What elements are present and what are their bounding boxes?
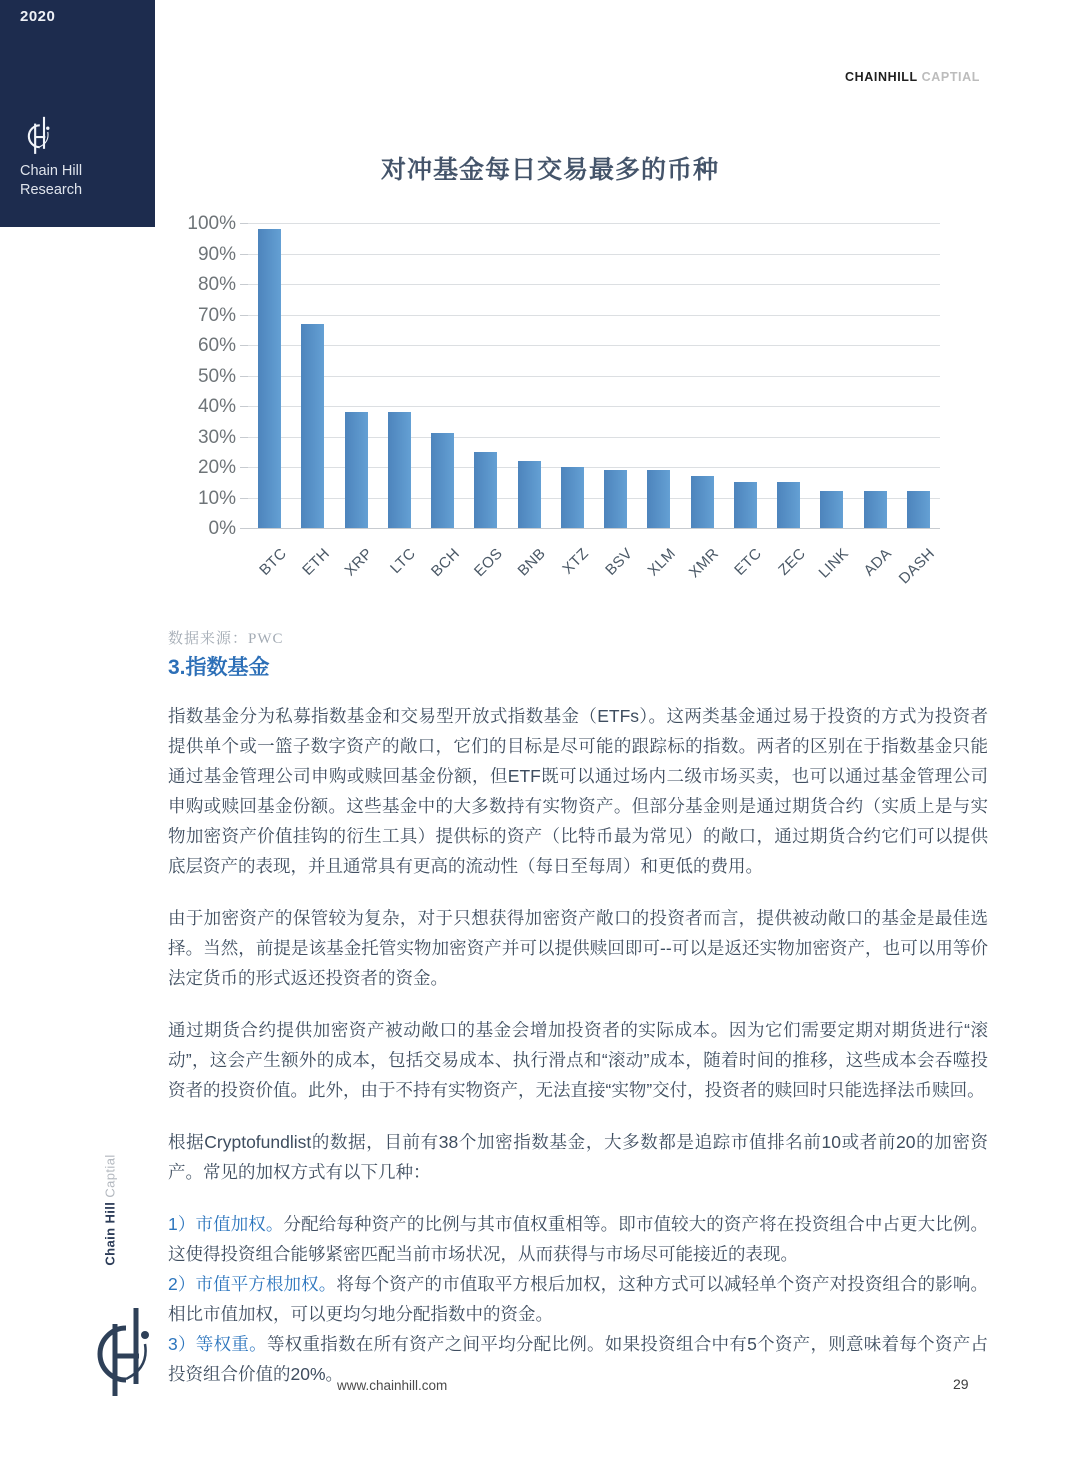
gridline — [248, 315, 940, 316]
x-tick-label-LINK: LINK — [815, 545, 852, 582]
x-tick-label-XTZ: XTZ — [559, 545, 593, 578]
x-tick-label-BCH: BCH — [427, 545, 463, 581]
bar-LINK — [820, 491, 843, 528]
bar-EOS — [474, 452, 497, 528]
paragraph: 指数基金分为私募指数基金和交易型开放式指数基金（ETFs）。这两类基金通过易于投资的方式为投资者提供单个或一篮子数字资产的敞口，它们的目标是尽可能的跟踪标的指数。两者的区别在于指数基金只能通过基金管理公司申购或赎回基金份额，但ETF既可以通过场内二级市场买卖，也可以通过基金管理公司申购或赎回基金份额。这些基金中的大多数持有实物资产。但部分基金则是通过期货合约（实质上是与实物加密资产价值挂钩的衍生工具）提供标的资产（比特币最为常见）的敞口，通过期货合约它们可以提供底层资产的表现，并且通常具有更高的流动性（每日至每周）和更低的费用。 — [168, 706, 988, 876]
bar-XLM — [647, 470, 670, 528]
y-tick-label: 10% — [197, 487, 236, 509]
bar-ADA — [864, 491, 887, 528]
x-tick-label-XRP: XRP — [341, 545, 377, 580]
x-tick-label-ETC: ETC — [731, 545, 766, 579]
y-tick-label: 80% — [197, 274, 236, 295]
y-tick-label: 60% — [197, 335, 236, 356]
list-item-lead: 3）等权重。 — [168, 1334, 267, 1354]
gridline — [248, 345, 940, 346]
axis-tick — [240, 345, 248, 346]
axis-tick — [240, 437, 248, 438]
axis-tick — [240, 284, 248, 285]
gridline — [248, 284, 940, 285]
x-tick-label-ADA: ADA — [860, 545, 896, 580]
bar-ZEC — [777, 482, 800, 528]
article-body — [168, 701, 988, 1389]
report-year: 2020 — [20, 8, 56, 25]
x-tick-label-XLM: XLM — [644, 545, 679, 580]
bar-ETC — [734, 482, 757, 528]
bar-XRP — [345, 412, 368, 528]
axis-tick — [240, 467, 248, 468]
gridline — [248, 406, 940, 407]
chart-title: 对冲基金每日交易最多的币种 — [380, 156, 719, 184]
bar-BNB — [518, 461, 541, 528]
list-item — [168, 1209, 988, 1269]
footer-url: www.chainhill.com — [337, 1378, 448, 1393]
bar-BCH — [431, 433, 454, 528]
bar-XMR — [691, 476, 714, 528]
bar-BSV — [604, 470, 627, 528]
axis-tick — [240, 498, 248, 499]
y-tick-label: 90% — [197, 243, 236, 265]
axis-tick — [240, 376, 248, 377]
page-number: 29 — [953, 1376, 969, 1392]
list-item-lead: 1）市值加权。 — [168, 1214, 284, 1234]
weighting-methods-list — [168, 1209, 988, 1389]
x-tick-label-BNB: BNB — [514, 545, 550, 580]
x-tick-label-BTC: BTC — [255, 545, 290, 579]
header-brand-bold: CHAINHILL — [845, 70, 918, 84]
bar-XTZ — [561, 467, 584, 528]
x-tick-label-BSV: BSV — [601, 545, 636, 579]
gridline — [248, 223, 940, 224]
watermark-light: Captial — [102, 1154, 118, 1198]
list-item-text: 等权重指数在所有资产之间平均分配比例。如果投资组合中有5个资产，则意味着每个资产占投资组合价值的20%。 — [168, 1334, 988, 1384]
paragraph: 由于加密资产的保管较为复杂，对于只想获得加密资产敞口的投资者而言，提供被动敞口的基金是最佳选择。当然，前提是该基金托管实物加密资产并可以提供赎回即可--可以是返还实物加密资产，也可以用等价法定货币的形式返还投资者的资金。 — [168, 908, 988, 988]
side-watermark — [103, 1154, 118, 1265]
x-tick-label-XMR: XMR — [685, 545, 723, 582]
axis-tick — [240, 254, 248, 255]
y-tick-label: 0% — [208, 518, 236, 539]
x-tick-label-ETH: ETH — [299, 545, 333, 579]
x-tick-label-ZEC: ZEC — [774, 545, 809, 579]
chainhill-logo-icon — [20, 116, 52, 161]
y-tick-label: 20% — [197, 457, 236, 478]
axis-tick — [240, 406, 248, 407]
axis-tick — [240, 528, 248, 529]
x-tick-label-EOS: EOS — [470, 545, 506, 581]
section-heading: 3.指数基金 — [168, 656, 270, 679]
list-item — [168, 1269, 988, 1329]
chart-y-axis — [140, 213, 236, 539]
axis-tick — [240, 223, 248, 224]
y-tick-label: 30% — [197, 426, 236, 448]
list-item-text: 分配给每种资产的比例与其市值权重相等。即市值较大的资产将在投资组合中占更大比例。这使得投资组合能够紧密匹配当前市场状况，从而获得与市场尽可能接近的表现。 — [168, 1214, 989, 1264]
gridline — [248, 376, 940, 377]
bar-LTC — [388, 412, 411, 528]
watermark-bold: Chain Hill — [102, 1201, 118, 1266]
corner-banner — [0, 0, 155, 227]
list-item-text: 将每个资产的市值取平方根后加权，这种方式可以减轻单个资产对投资组合的影响。相比市值加权，可以更均匀地分配指数中的资金。 — [168, 1274, 989, 1324]
bar-chart — [248, 223, 940, 528]
bar-BTC — [258, 229, 281, 528]
y-tick-label: 40% — [197, 396, 236, 417]
axis-tick — [240, 315, 248, 316]
y-tick-label: 70% — [197, 304, 236, 326]
banner-brand-text: Chain Hill Research — [20, 163, 83, 198]
gridline — [248, 528, 940, 529]
data-source-note: 数据来源：PWC — [168, 631, 284, 647]
x-tick-label-DASH: DASH — [896, 545, 939, 588]
paragraph: 根据Cryptofundlist的数据，目前有38个加密指数基金，大多数都是追踪市值排名前10或者前20的加密资产。常见的加权方式有以下几种： — [168, 1132, 988, 1182]
y-tick-label: 100% — [187, 213, 236, 234]
header-brand — [845, 70, 980, 84]
bar-DASH — [907, 491, 930, 528]
paragraph: 通过期货合约提供加密资产被动敞口的基金会增加投资者的实际成本。因为它们需要定期对期货进行“滚动”，这会产生额外的成本，包括交易成本、执行滑点和“滚动”成本，随着时间的推移，这些成本会吞噬投资者的投资价值。此外，由于不持有实物资产，无法直接“实物”交付，投资者的赎回时只能选择法币赎回。 — [168, 1020, 988, 1100]
x-tick-label-LTC: LTC — [387, 545, 420, 577]
bar-ETH — [301, 324, 324, 528]
chainhill-logo-icon — [82, 1306, 152, 1406]
list-item-lead: 2）市值平方根加权。 — [168, 1274, 337, 1294]
list-item — [168, 1329, 988, 1389]
gridline — [248, 254, 940, 255]
header-brand-light: CAPTIAL — [921, 70, 980, 84]
y-tick-label: 50% — [197, 365, 236, 387]
